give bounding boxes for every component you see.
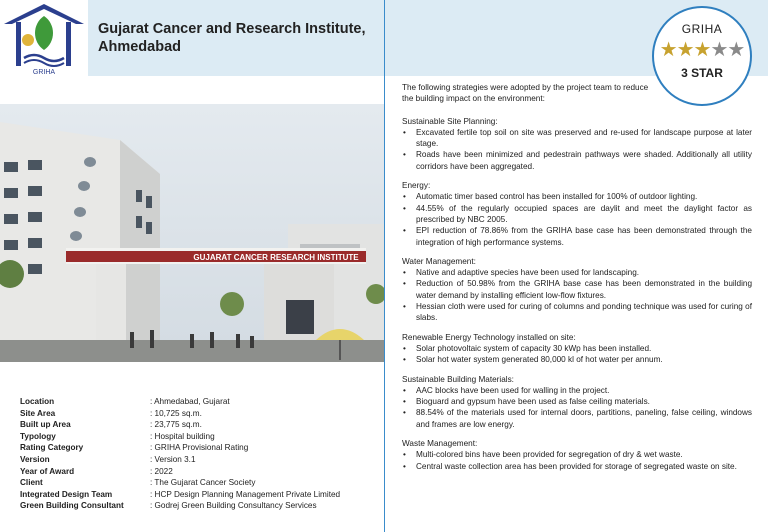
strategy-sections [402,116,752,472]
bullet-point: • Solar hot water system generated 80,000 kl of hot water per annum. [402,354,752,365]
info-row [20,419,340,431]
intro-text: The following strategies were adopted by the project team to reduce the building impact on the environment: [402,83,649,104]
griha-logo-icon [0,0,88,76]
info-value: : Godrej Green Building Consultancy Services [150,501,317,511]
info-row [20,442,340,454]
info-label: Typology [20,431,56,441]
section-points [402,449,752,472]
bullet-point: • AAC blocks have been used for walling in the project. [402,385,752,396]
info-value: : HCP Design Planning Management Private Limited [150,489,341,499]
building-photo-illustration [0,104,384,362]
star-icon: ★ [727,39,745,61]
info-row [20,500,340,512]
bullet-point: • 44.55% of the regularly occupied spaces are daylit and meet the daylight factor as prescribed by NBC 2005. [402,203,752,226]
info-label: Year of Award [20,466,75,476]
bullet-point: • Automatic timer based control has been installed for 100% of outdoor lighting. [402,191,752,202]
section-points [402,385,752,430]
info-value: : 23,775 sq.m. [150,420,202,430]
page-title: Gujarat Cancer and Research Institute, Ahmedabad [98,21,366,55]
info-label: Location [20,397,55,406]
star-rating [654,39,750,61]
column-divider [384,0,385,532]
bullet-point: • Roads have been minimized and pedestrain pathways were shaded. Additionally all utility corridors have been aggregated. [402,149,752,172]
info-label: Version [20,454,50,464]
info-label: Rating Category [20,443,84,453]
section-points [402,191,752,247]
bullet-point: • 88.54% of the materials used for internal doors, partitions, paneling, false ceiling, windows and frames are low energy. [402,407,752,430]
bullet-point: • Multi-colored bins have been provided for segregation of dry & wet waste. [402,449,752,460]
bullet-point: • Hessian cloth were used for curing of columns and ponding technique was used for curing of slabs. [402,301,752,324]
info-row [20,431,340,443]
bullet-point: • Native and adaptive species have been used for landscaping. [402,267,752,278]
section-title: Waste Management: [402,439,478,449]
info-value: : 2022 [150,466,173,476]
section-title: Water Management: [402,256,476,266]
info-value: : The Gujarat Cancer Society [150,478,256,488]
bullet-point: • Excavated fertile top soil on site was preserved and re-used for landscape purpose at later stage. [402,127,752,150]
info-value: : 10,725 sq.m. [150,408,202,418]
info-value: : Hospital building [150,431,215,441]
info-value: : GRIHA Provisional Rating [150,443,249,453]
info-label: Site Area [20,408,56,418]
section-title: Energy: [402,181,431,191]
star-icon: ★ [659,39,677,61]
info-row [20,396,340,408]
bullet-point: • EPI reduction of 78.86% from the GRIHA base case has been demonstrated through the integration of high performance systems. [402,225,752,248]
info-row [20,466,340,478]
info-value: : Version 3.1 [150,454,196,464]
info-label: Client [20,478,43,488]
info-row [20,489,340,501]
info-row [20,477,340,489]
building-photo [0,104,384,362]
star-icon: ★ [693,39,711,61]
badge-name: GRIHA [681,22,723,36]
logo-text: GRIHA [32,69,56,76]
bullet-point: • Bioguard and gypsum have been used as false ceiling materials. [402,396,752,407]
info-value: : Ahmedabad, Gujarat [150,397,230,406]
section-title: Sustainable Site Planning: [402,116,498,126]
section-points [402,267,752,323]
signboard-text: GUJARAT CANCER RESEARCH INSTITUTE [193,253,359,262]
section-title: Renewable Energy Technology installed on site: [402,332,576,342]
bullet-point: • Reduction of 50.98% from the GRIHA base case has been demonstrated in the building water demand by installing efficient low-flow fixtures. [402,278,752,301]
info-label: Integrated Design Team [20,489,113,499]
section-title: Sustainable Building Materials: [402,374,514,384]
project-info-list [20,396,340,512]
section-points [402,343,752,366]
bullet-point: • Central waste collection area has been provided for storage of segregated waste on site. [402,461,752,472]
info-label: Green Building Consultant [20,501,124,511]
section-points [402,127,752,172]
badge-rating: 3 STAR [681,66,723,80]
info-row [20,408,340,420]
star-icon: ★ [710,39,728,61]
star-icon: ★ [676,39,694,61]
strategies-panel [402,82,752,472]
info-label: Built up Area [20,420,71,430]
bullet-point: • Solar photovoltaic system of capacity 30 kWp has been installed. [402,343,752,354]
info-row [20,454,340,466]
griha-logo [0,0,88,76]
